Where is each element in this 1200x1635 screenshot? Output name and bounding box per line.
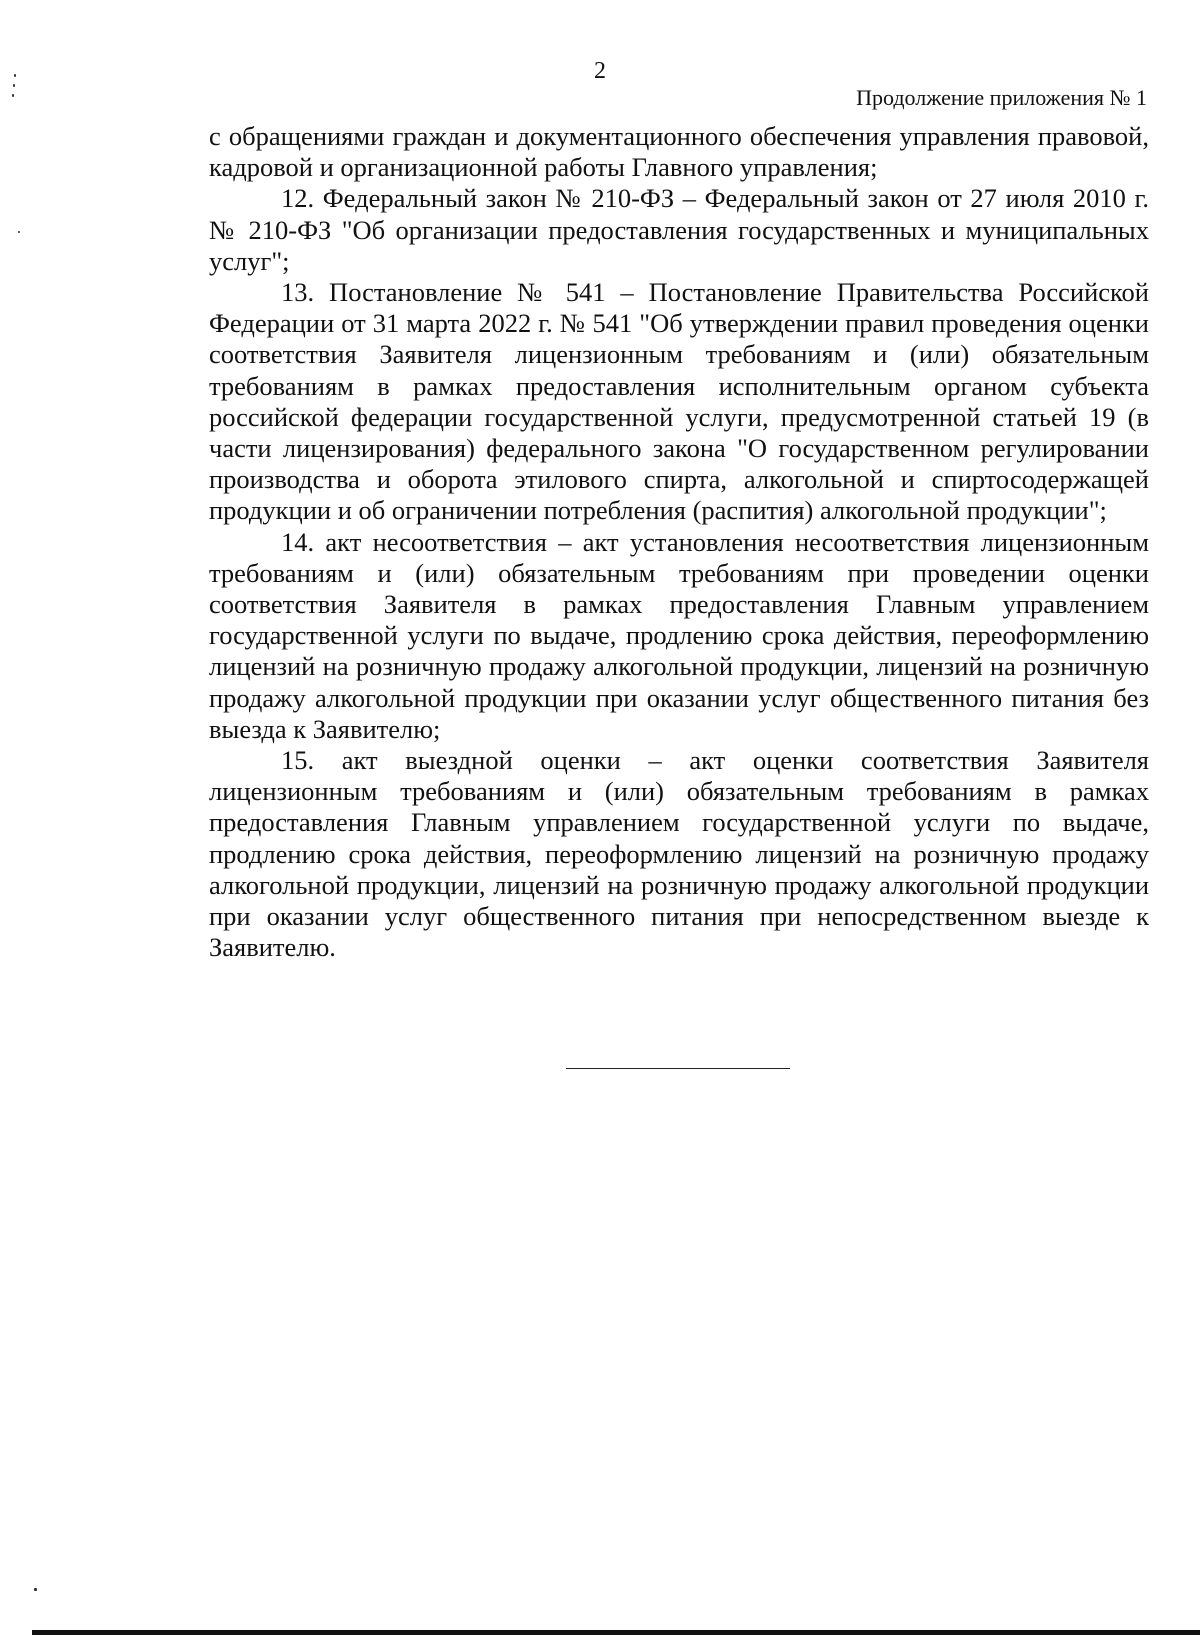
document-body (209, 121, 1149, 963)
scan-speck (13, 84, 15, 87)
paragraph-item-14: 14. акт несоответствия – акт установления несоответствия лицензионным требованиям и (или) обязательным требованиям при проведении оценки соответствия Заявителя в рамках предоставления Главным управлением государственной услуги по выдаче, продлению срока действия, переоформлению лицензий на розничную продажу алкогольной продукции, лицензий на розничную продажу алкогольной продукции при оказании услуг общественного питания без выезда к Заявителю; (209, 526, 1149, 744)
paragraph-item-13: 13. Постановление № 541 – Постановление Правительства Российской Федерации от 31 марта 2022 г. № 541 "Об утверждении правил проведения оценки соответствия Заявителя лицензионным требованиям и (или) обязательным требованиям в рамках предоставления исполнительным органом субъекта российской федерации государственной услуги, предусмотренной статьей 19 (в части лицензирования) федерального закона "О государственном регулировании производства и оборота этилового спирта, алкогольной и спиртосодержащей продукции и об ограничении потребления (распития) алкогольной продукции"; (209, 277, 1149, 526)
paragraph-item-12: 12. Федеральный закон № 210-ФЗ – Федеральный закон от 27 июля 2010 г. № 210-ФЗ "Об организации предоставления государственных и муниципальных услуг"; (209, 183, 1149, 276)
paragraph-item-15: 15. акт выездной оценки – акт оценки соответствия Заявителя лицензионным требованиям и (или) обязательным требованиям в рамках предоставления Главным управлением государственной услуги по выдаче, продлению срока действия, переоформлению лицензий на розничную продажу алкогольной продукции, лицензий на розничную продажу алкогольной продукции при оказании услуг общественного питания при непосредственном выезде к Заявителю. (209, 745, 1149, 963)
end-of-text-rule (566, 1068, 790, 1069)
paragraph-continuation: с обращениями граждан и документационного обеспечения управления правовой, кадровой и организационной работы Главного управления; (209, 121, 1149, 183)
page-number: 2 (594, 58, 606, 84)
appendix-continuation-label: Продолжение приложения № 1 (856, 85, 1147, 110)
scan-speck (14, 74, 16, 77)
scan-speck (12, 94, 14, 97)
scan-bottom-edge (32, 1630, 1200, 1635)
scan-speck (18, 231, 20, 233)
scan-speck (34, 1588, 37, 1591)
